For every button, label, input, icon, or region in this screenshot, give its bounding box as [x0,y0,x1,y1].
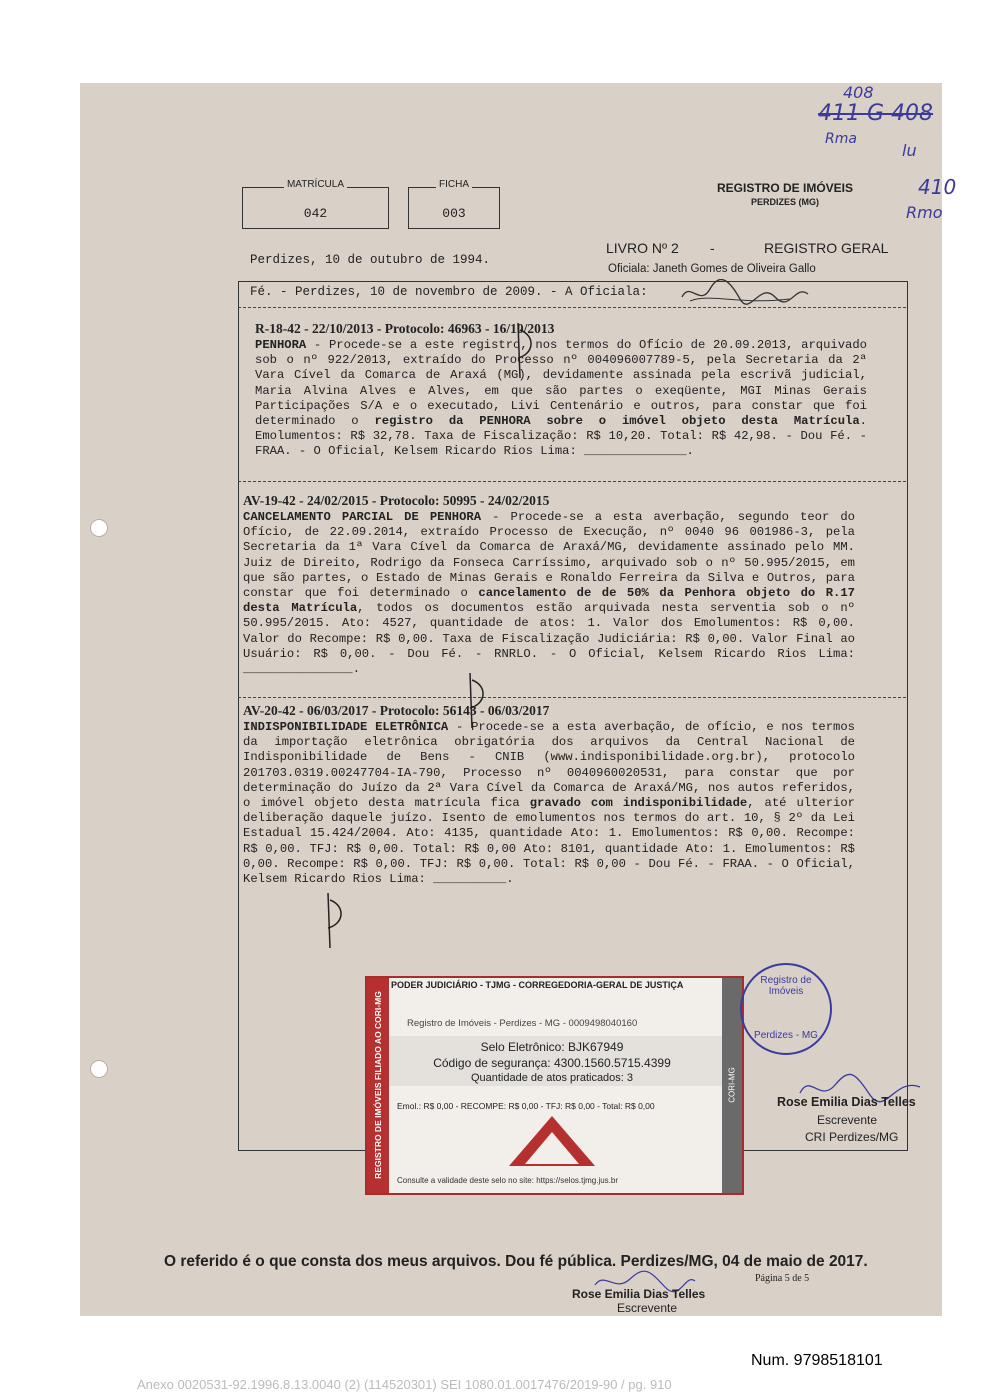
act-title: R-18-42 - 22/10/2013 - Protocolo: 46963 - 16/10/2013 [255,321,555,336]
initials-signature [308,888,348,958]
initials-signature [450,668,490,738]
footer-signer-name: Rose Emilia Dias Telles [572,1287,706,1301]
act-lead: INDISPONIBILIDADE ELETRÔNICA [243,720,449,734]
handwritten-note: lu [902,141,917,160]
handwritten-note: Rmo [906,203,943,222]
seal-quantity: Quantidade de atos praticados: 3 [470,1072,634,1084]
oficiala-name: Oficiala: Janeth Gomes de Oliveira Gallo [608,263,816,275]
page-number: Página 5 de 5 [755,1273,810,1284]
handwritten-note: 408 [843,83,874,102]
livro-number: LIVRO Nº 2 [606,240,679,256]
opening-date: Perdizes, 10 de outubro de 1994. [250,253,491,267]
seal-security-code: Código de segurança: 4300.1560.5715.4399 [433,1056,671,1070]
act-body [243,720,855,887]
seal-validation-text: Consulte a validade deste selo no site: https://selos.tjmg.jus.br [397,1176,619,1185]
act-body [243,510,855,677]
ficha-box [408,179,500,229]
act-bold-text: gravado com indisponibilidade [529,796,748,811]
matricula-label: MATRÍCULA [284,179,347,190]
livro-dash: - [709,240,715,256]
handwritten-note: 410 [918,175,957,199]
seal-side-band [367,978,389,1193]
scanned-page [80,83,957,1316]
registry-city: PERDIZES (MG) [750,197,819,207]
seal-emblem-icon [507,1114,597,1169]
act-text: - Procede-se a esta averbação, de ofício, e nos termos da importação eletrônica obrigatória dos arquivos da Central Nacional de Indisponibilidade de Bens - CNIB (www.indisponibilidade.org.br), protocolo 201703.0319.00247704-IA-790, Processo nº 0040960020531, para constar que por determinação do Juízo da 2ª Vara Cível da Comarca de Araxá/MG, nos autos referidos, o imóvel objeto desta matrícula fica [243,720,855,811]
act-lead: CANCELAMENTO PARCIAL DE PENHORA [243,510,482,524]
registry-title: REGISTRO DE IMÓVEIS [716,181,854,195]
livro-label [606,240,715,256]
act-title: AV-19-42 - 24/02/2015 - Protocolo: 50995 - 24/02/2015 [243,493,550,508]
act-lead: PENHORA [255,338,307,352]
act-text: , até ulterior deliberação daquele juízo. Isento de emolumentos nos termos do art. 10, § 2º da Lei Estadual 15.424/2004. Ato: 4135, quantidade Ato: 1. Emolumentos: R$ 0,00. Recompe: R$ 0,00. TFJ: R$ 0,00. Total: R$ 0,00 Ato: 8101, quantidade Ato: 1. Emolumentos: R$ 0,00. Recompe: R$ 0,00. TFJ: R$ 0,00. Total: R$ 0,00 - Dou Fé. - FRAA. - O Oficial, Kelsem Ricardo Rios Lima: __________. [243,796,855,887]
separator [238,307,906,308]
stamp-top-text: Registro de Imóveis [760,975,812,997]
punch-hole [90,519,108,537]
act-bold-text: registro da PENHORA sobre o imóvel objeto desta Matrícula [374,414,860,429]
act-text: - Procede-se a esta averbação, segundo teor do Ofício, de 22.09.2014, extraído Processo de Execução, nº 0040 96 001986-3, pela Secretaria da 1ª Vara Cível da Comarca de Araxá/MG, devidamente assinado pelo MM. Juiz de Direito, Rodrigo da Fonseca Carríssimo, arquivado sob o nº 50.995/2015, em que são partes, o Estado de Minas Gerais e Ronaldo Ferreira da Silva e Outros, para constar que foi determinado o [243,510,855,601]
seal-top-text: PODER JUDICIÁRIO - TJMG - CORREGEDORIA-GERAL DE JUSTIÇA [391,980,684,990]
escrevente-name: Rose Emilia Dias Telles [777,1095,916,1109]
initials-signature [498,318,538,388]
seal-number: Selo Eletrônico: BJK67949 [480,1040,624,1054]
certification-text: O referido é o que consta dos meus arquivos. Dou fé pública. Perdizes/MG, 04 de maio de 2017. [164,1253,868,1270]
seal-right-text: CORI-MG [727,1067,737,1103]
act-text: , todos os documentos estão arquivada nesta serventia sob o nº 50.995/2015. Ato: 4527, quantidade de atos: 1. Valor dos Emolumentos: R$ 0,00. Valor do Recompe: R$ 0,00. Taxa de Fiscalização Judiciária: R$ 0,00. Valor Final ao Usuário: R$ 0,00. - Dou Fé. - RNRLO. - O Oficial, Kelsem Ricardo Rios Lima: _______________. [243,601,855,677]
escrevente-org: CRI Perdizes/MG [805,1130,899,1144]
seal-registry: Registro de Imóveis - Perdizes - MG - 0009498040160 [407,1018,638,1029]
handwritten-note: Rma [825,131,857,147]
stamp-bottom-text: Perdizes - MG [754,1030,818,1041]
seal-fees: Emol.: R$ 0,00 - RECOMPE: R$ 0,00 - TFJ: R$ 0,00 - Total: R$ 0,00 [397,1101,655,1111]
document-number: Num. 9798518101 [751,1352,883,1369]
separator [238,697,906,698]
separator [238,481,906,482]
matricula-box [242,179,389,229]
registro-geral-label: REGISTRO GERAL [764,240,889,256]
oficiala-signature [680,279,810,309]
footer-signer-role: Escrevente [617,1301,678,1315]
act-bold-text: cancelamento de de 50% da Penhora objeto do R.17 desta Matrícula [243,586,855,616]
act-text: . Emolumentos: R$ 32,78. Taxa de Fiscalização: R$ 10,20. Total: R$ 42,98. - Dou Fé. - FRAA. - O Oficial, Kelsem Ricardo Rios Lima: ______________. [255,414,867,459]
act-text: - Procede-se a este registro, nos termos do Ofício de 20.09.2013, arquivado sob o nº 922/2013, extraído do Processo nº 004096007789-5, pela Secretaria da 2ª Vara Cível da Comarca de Araxá (MG), devidamente assinada pela escrivã judicial, Maria Alvina Alves e Alves, em que são partes o exeqüente, MGI Minas Gerais Participações S/A e o executado, Livi Centenário e outros, para constar que foi determinado o [255,338,867,429]
seal-right-band [722,978,742,1193]
registry-round-stamp [740,963,832,1055]
fe-line: Fé. - Perdizes, 10 de novembro de 2009. - A Oficiala: [250,285,648,299]
escrevente-role: Escrevente [817,1113,878,1127]
ficha-value: 003 [442,206,466,221]
annex-reference: Anexo 0020531-92.1996.8.13.0040 (2) (114520301) SEI 1080.01.0017476/2019-90 / pg. 910 [137,1377,672,1392]
electronic-seal [365,976,744,1195]
ficha-label: FICHA [436,179,472,190]
act-title: AV-20-42 - 06/03/2017 - Protocolo: 56143 - 06/03/2017 [243,703,550,718]
handwritten-note: 411 G 408 [818,101,934,126]
act-body [255,338,867,460]
matricula-value: 042 [303,206,328,221]
seal-side-text: REGISTRO DE IMÓVEIS FILIADO AO CORI-MG [373,991,383,1179]
punch-hole [90,1060,108,1078]
